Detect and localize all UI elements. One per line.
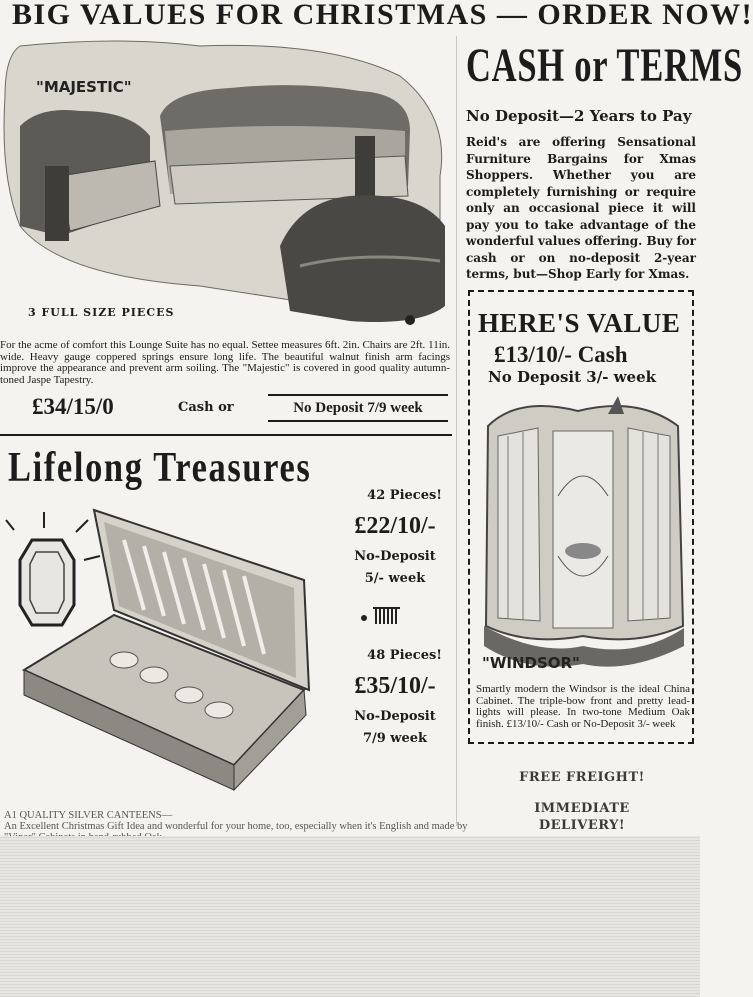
cabinet-no-deposit: No Deposit 3/- week [488, 368, 657, 386]
offer-48-nodep-label: No-Deposit [354, 709, 436, 724]
silver-canteen-illustration [4, 500, 334, 800]
suite-description: For the acme of comfort this Lounge Suite has no equal. Settee measures 6ft. 2in. Chairs are 2ft. 11in. wide. Heavy gauge coppered springs ensure long life. The beautiful walnut finish arm facings improve the appearance and prevent arm soiling. The "Majestic" is covered in good quality autumn-toned Jaspe Tapestry. [0, 339, 450, 386]
suite-cash-label: Cash or [178, 400, 234, 415]
offer-42-nodep-rate: 5/- week [364, 571, 426, 586]
cash-or-terms-title: CASH or TERMS [466, 39, 743, 92]
lounge-suite-illustration [0, 36, 455, 334]
jewel-icon [6, 512, 100, 625]
lifelong-treasures-title: Lifelong Treasures [8, 445, 312, 491]
suite-no-deposit-box: No Deposit 7/9 week [268, 394, 448, 422]
canteen-desc-heading: A1 QUALITY SILVER CANTEENS— [4, 810, 173, 821]
suite-brand: "MAJESTIC" [36, 78, 132, 96]
offer-42-pieces: 42 Pieces! [367, 488, 442, 503]
offer-48-nodep-rate: 7/9 week [362, 731, 428, 746]
cabinet-cash-price: £13/10/- Cash [494, 342, 628, 367]
headline: BIG VALUES FOR CHRISTMAS — ORDER NOW! [12, 0, 753, 31]
canteen-offer-48 [340, 648, 450, 750]
immediate-delivery-text [470, 800, 694, 834]
suite-caption: 3 FULL SIZE PIECES [28, 306, 175, 319]
blank-print-panel [0, 836, 700, 997]
offer-42-nodep-label: No-Deposit [354, 549, 436, 564]
canteen-offer-42 [340, 488, 450, 590]
cabinet-brand: "WINDSOR" [482, 654, 580, 672]
immediate-line-2: DELIVERY! [538, 818, 626, 833]
terms-body: Reid's are offering Sensational Furniture Bargains for Xmas Shoppers. Whether you are completely furnishing or require only an occasional piece it will pay you to take advantage of the wonderful values offering. Buy for cash or on no-deposit 2-year terms, but—Shop Early for Xmas. [466, 135, 696, 281]
cutlery-ornament-icon [358, 604, 408, 626]
section-divider [0, 434, 452, 436]
terms-subtitle: No Deposit—2 Years to Pay [466, 107, 692, 125]
offer-48-pieces: 48 Pieces! [367, 648, 442, 663]
offer-42-price: £22/10/- [354, 513, 436, 539]
canteen-desc-body: An Excellent Christmas Gift Idea and wonderful for your home, too, especially when it's English and made by [4, 821, 468, 832]
suite-price: £34/15/0 [32, 394, 114, 419]
offer-48-price: £35/10/- [354, 673, 436, 699]
column-divider [456, 36, 457, 826]
windsor-description: Smartly modern the Windsor is the ideal China Cabinet. The triple-bow front and pretty lead-lights will please. In two-tone Medium Oak finish. £13/10/- Cash or No-Deposit 3/- week [476, 683, 690, 730]
immediate-line-1: IMMEDIATE [534, 801, 630, 816]
heres-value-heading: HERE'S VALUE [478, 308, 681, 338]
china-cabinet-illustration [478, 396, 688, 676]
free-freight-text: FREE FREIGHT! [519, 770, 645, 785]
